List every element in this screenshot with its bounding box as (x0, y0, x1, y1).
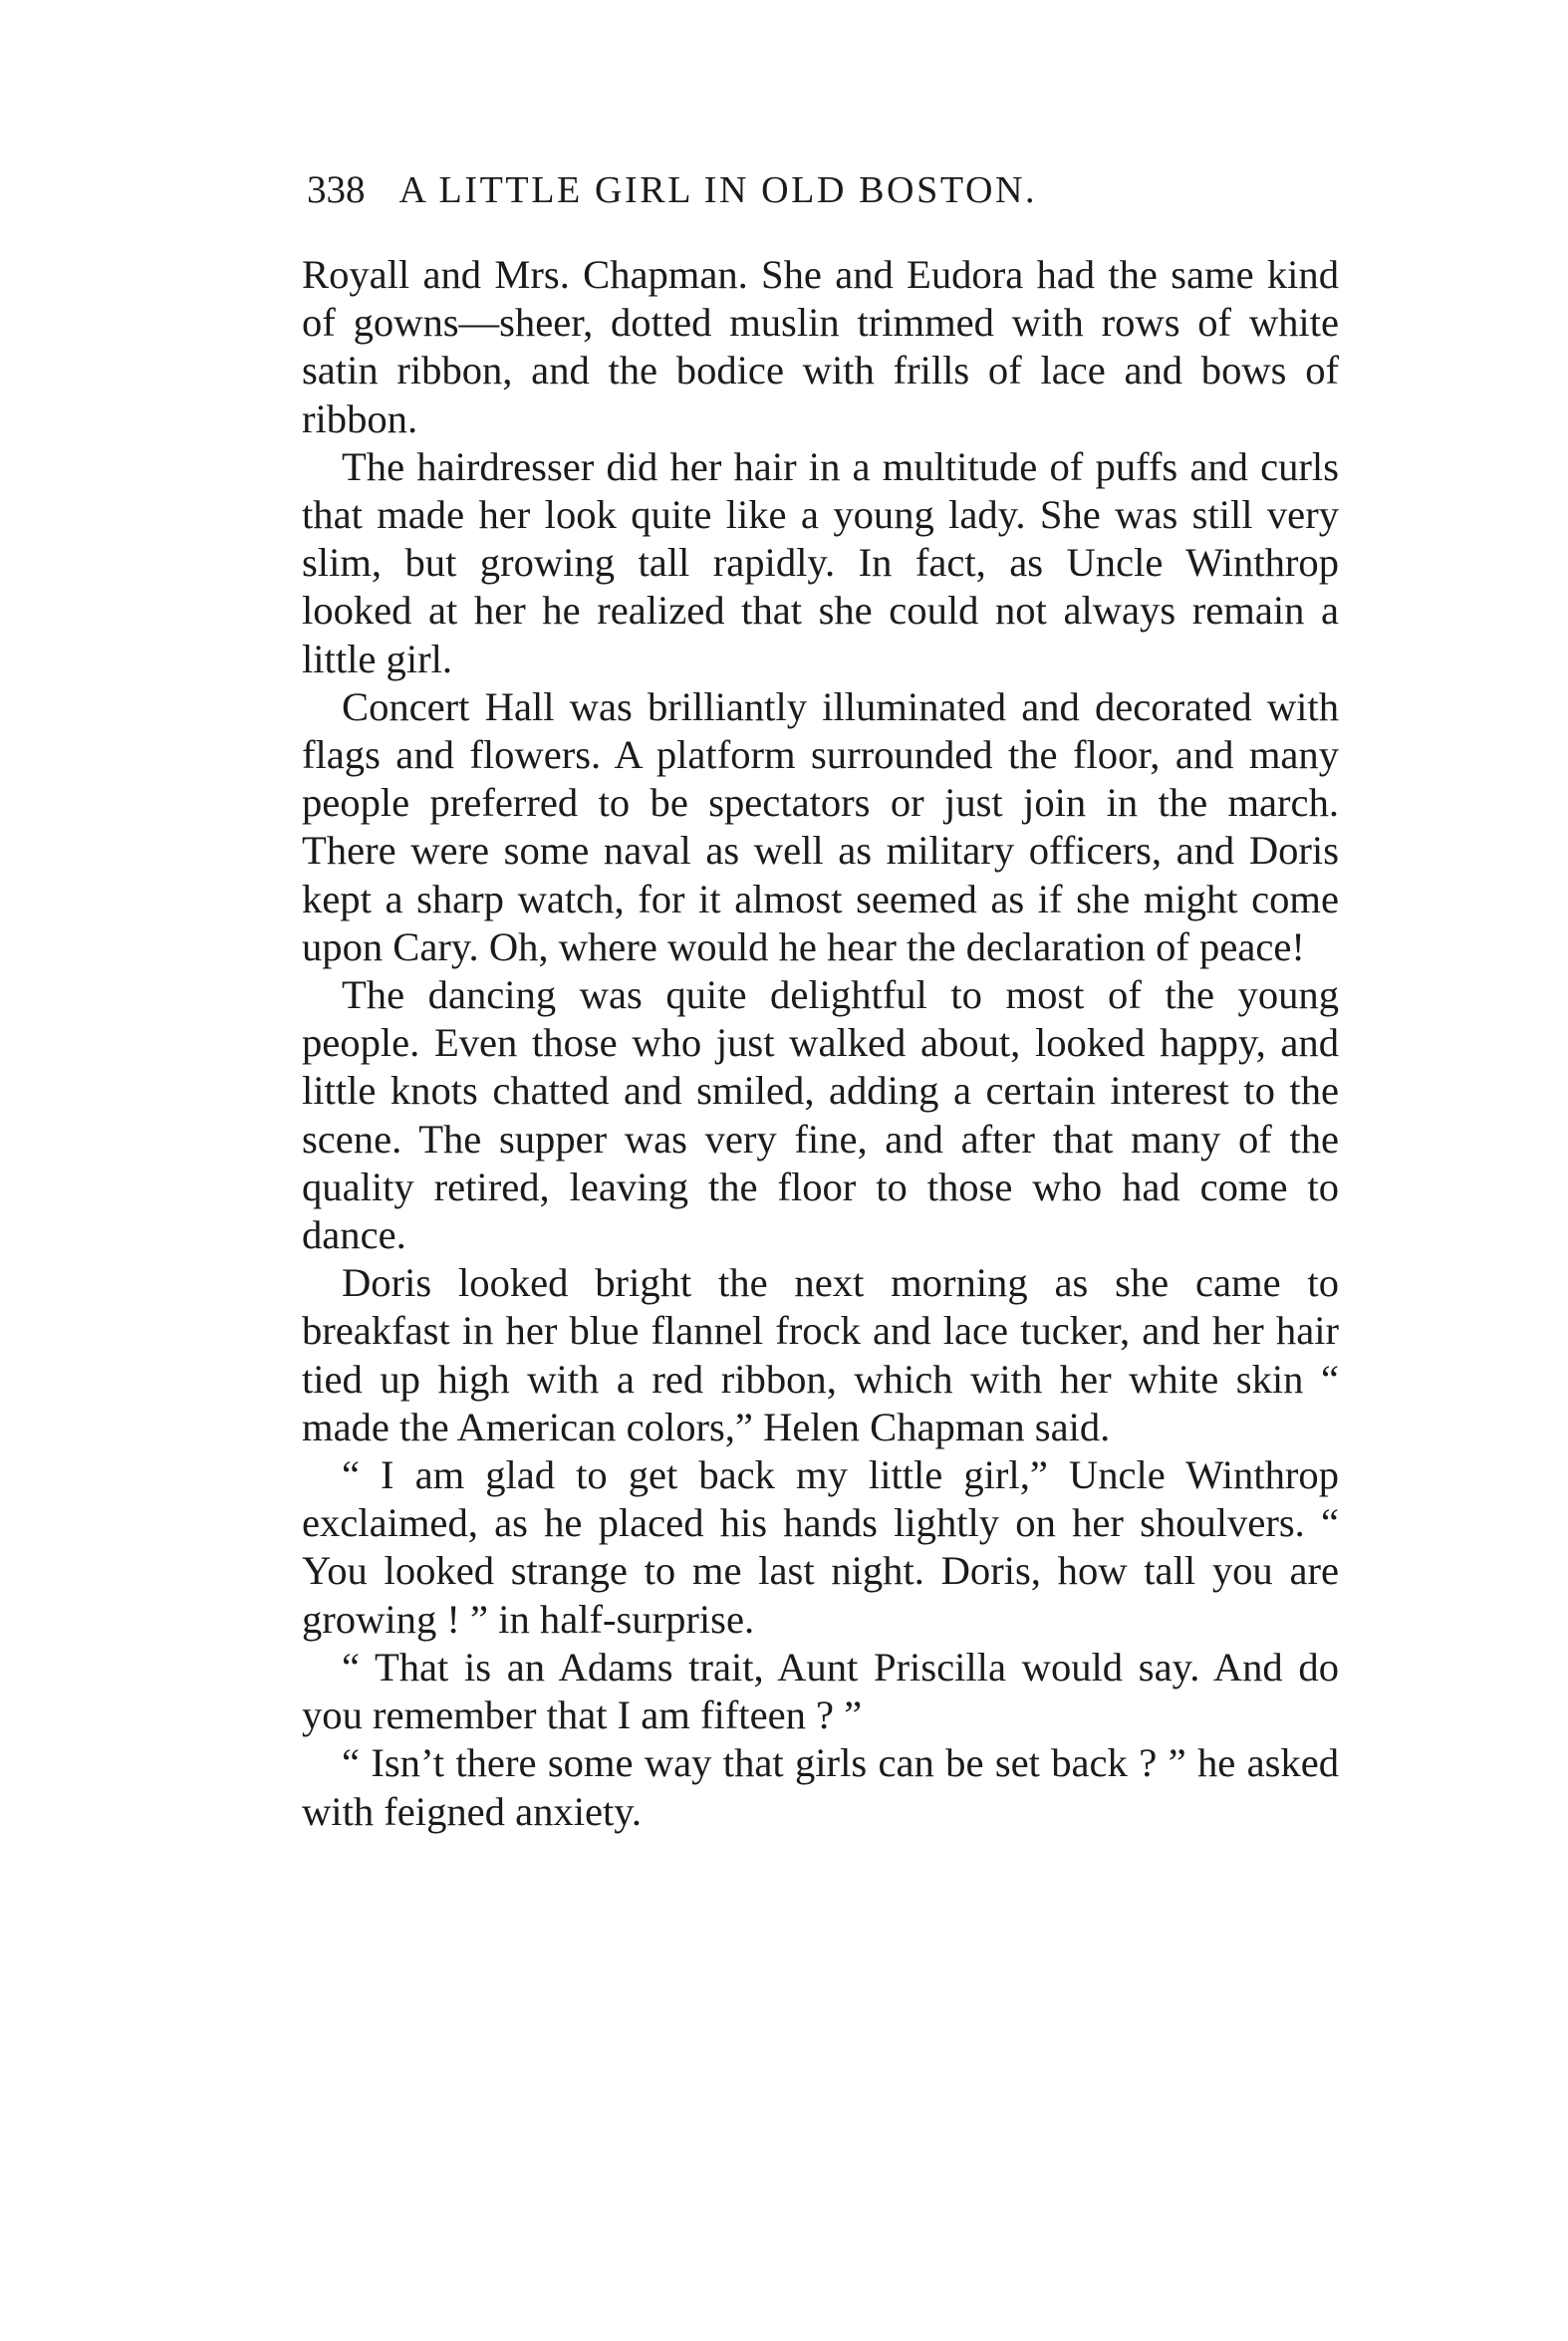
paragraph: “ I am glad to get back my little girl,” Uncle Winthrop exclaimed, as he placed his hands lightly on her shoulvers. “ You looked strange to me last night. Doris, how tall you are growing ! ” in half-surprise. (302, 1452, 1339, 1642)
paragraph: Doris looked bright the next morning as she came to breakfast in her blue flannel frock and lace tucker, and her hair tied up high with a red ribbon, which with her white skin “ made the American colors,” Helen Chapman said. (302, 1260, 1339, 1449)
paragraph: The dancing was quite delightful to most of the young people. Even those who just walked about, looked happy, and little knots chatted and smiled, adding a certain interest to the scene. The supper was very fine, and after that many of the quality retired, leaving the floor to those who had come to dance. (302, 972, 1339, 1258)
paragraph: “ That is an Adams trait, Aunt Priscilla would say. And do you remember that I am fifteen ? ” (302, 1644, 1339, 1738)
paragraph: Royall and Mrs. Chapman. She and Eudora had the same kind of gowns—sheer, dotted muslin trimmed with rows of white satin ribbon, and the bodice with frills of lace and bows of ribbon. (302, 252, 1339, 441)
body-text (302, 251, 1339, 1836)
paragraph: The hairdresser did her hair in a multitude of puffs and curls that made her look quite like a young lady. She was still very slim, but growing tall rapidly. In fact, as Uncle Winthrop looked at her he realized that she could not always remain a little girl. (302, 443, 1339, 681)
running-header (307, 167, 1343, 217)
paragraph: “ Isn’t there some way that girls can be set back ? ” he asked with feigned anxiety. (302, 1740, 1339, 1834)
paragraph: Concert Hall was brilliantly illuminated and decorated with flags and flowers. A platform surrounded the floor, and many people preferred to be spectators or just join in the march. There were some naval as well as military officers, and Doris kept a sharp watch, for it almost seemed as if she might come upon Cary. Oh, where would he hear the declaration of peace! (302, 683, 1339, 969)
page-number: 338 (307, 168, 366, 211)
book-title: A LITTLE GIRL IN OLD BOSTON. (398, 169, 1038, 211)
